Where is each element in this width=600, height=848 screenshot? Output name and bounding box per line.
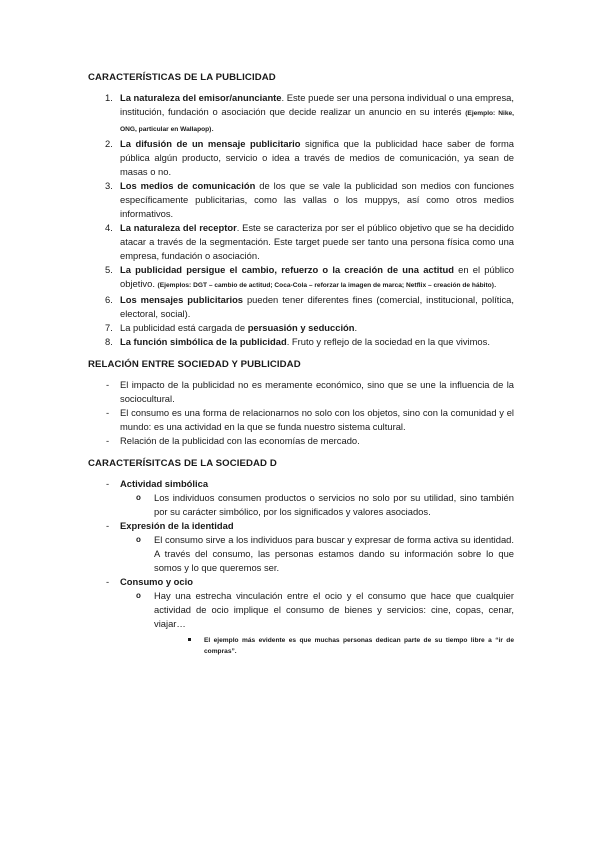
item-text: de los que se vale la publicidad son medios con funciones específicamente publicitarias, como las vallas o los muppys, así como otros medios informativos. bbox=[120, 180, 514, 219]
item-number: 7. bbox=[105, 322, 113, 333]
dash-bullet: - bbox=[106, 478, 110, 489]
item-bold: La función simbólica de la publicidad bbox=[120, 336, 287, 347]
item-text: El consumo es una forma de relacionarnos no solo con los objetos, sino con la comunidad y el mundo: es una actividad en la que se funda nuestro sistema cultural. bbox=[120, 407, 514, 432]
item-tail: . bbox=[211, 122, 214, 133]
list-item bbox=[88, 477, 514, 491]
square-bullet-icon bbox=[188, 638, 191, 641]
list-item bbox=[88, 137, 514, 179]
section-heading-relacion: RELACIÓN ENTRE SOCIEDAD Y PUBLICIDAD bbox=[88, 359, 301, 370]
sub-list bbox=[116, 533, 514, 575]
item-text: . Fruto y reflejo de la sociedad en la que vivimos. bbox=[286, 336, 490, 347]
item-text: Los individuos consumen productos o servicios no solo por su utilidad, sino también por su carácter simbólico, por los significados y valores asociados. bbox=[154, 492, 514, 517]
list-item bbox=[88, 263, 514, 293]
dash-list-sociedad bbox=[88, 477, 514, 491]
list-item bbox=[88, 91, 514, 137]
item-example: (Ejemplos: DGT – cambio de actitud; Coca-Cola – reforzar la imagen de marca; Netflix – creación de hábito) bbox=[157, 282, 494, 289]
list-item bbox=[88, 321, 514, 335]
item-example: (Ejemplo: Nike, ONG, particular en Wallapop) bbox=[120, 110, 514, 133]
numbered-list-caracteristicas bbox=[88, 91, 514, 349]
sub-list bbox=[116, 589, 514, 631]
item-bold: Los mensajes publicitarios bbox=[120, 294, 244, 305]
item-text: . bbox=[354, 322, 358, 333]
list-item bbox=[88, 575, 514, 589]
item-number: 5. bbox=[105, 264, 113, 275]
item-text: en el público objetivo. bbox=[120, 264, 514, 289]
item-title: Actividad simbólica bbox=[120, 478, 209, 489]
item-text: El impacto de la publicidad no es meramente económico, sino que se une la influencia de la sociocultural. bbox=[120, 379, 514, 404]
dash-bullet: - bbox=[106, 520, 110, 531]
sub-list-item bbox=[116, 533, 514, 575]
item-bold: persuasión y seducción bbox=[247, 322, 355, 333]
item-number: 4. bbox=[105, 222, 113, 233]
list-item bbox=[88, 335, 514, 349]
list-item bbox=[88, 221, 514, 263]
item-text: El ejemplo más evidente es que muchas personas dedican parte de su tiempo libre a “ir de compras”. bbox=[204, 637, 514, 655]
dash-bullet: - bbox=[106, 407, 110, 418]
item-text: Relación de la publicidad con las economías de mercado. bbox=[120, 435, 360, 446]
list-item bbox=[88, 378, 514, 406]
item-text: pueden tener diferentes fines (comercial, institucional, política, electoral, social). bbox=[120, 294, 514, 319]
sub-list-item bbox=[116, 589, 514, 631]
item-number: 6. bbox=[105, 294, 113, 305]
dash-bullet: - bbox=[106, 576, 110, 587]
item-bold: Los medios de comunicación bbox=[120, 180, 256, 191]
item-number: 2. bbox=[105, 138, 113, 149]
list-item bbox=[88, 434, 514, 448]
dash-bullet: - bbox=[106, 435, 110, 446]
item-number: 8. bbox=[105, 336, 113, 347]
list-item bbox=[88, 179, 514, 221]
item-text: Hay una estrecha vinculación entre el ocio y el consumo que hace que cualquier actividad de ocio implique el consumo de bienes y servicios: cine, copas, cenar, viajar… bbox=[154, 590, 514, 629]
sub-sub-list-item bbox=[182, 635, 514, 657]
item-title: Expresión de la identidad bbox=[120, 520, 234, 531]
section-heading-sociedad: CARACTERÍSITCAS DE LA SOCIEDAD D bbox=[88, 458, 277, 469]
item-number: 3. bbox=[105, 180, 113, 191]
item-bold: La naturaleza del emisor/anunciante bbox=[120, 92, 282, 103]
item-bold: La naturaleza del receptor bbox=[120, 222, 237, 233]
dash-list-sociedad-2 bbox=[88, 519, 514, 533]
item-text: significa que la publicidad hace saber de forma pública algún producto, servicio o idea a través de medios de comunicación, ya sean de masas o no. bbox=[120, 138, 514, 177]
item-bold: La difusión de un mensaje publicitario bbox=[120, 138, 301, 149]
sub-list bbox=[116, 491, 514, 519]
item-bold: La publicidad persigue el cambio, refuerzo o la creación de una actitud bbox=[120, 264, 454, 275]
list-item bbox=[88, 406, 514, 434]
dash-list-sociedad-3 bbox=[88, 575, 514, 589]
list-item bbox=[88, 519, 514, 533]
circle-bullet: o bbox=[136, 591, 141, 600]
item-text: . Este puede ser una persona individual o una empresa, institución, fundación o asociación que decide realizar un anuncio en su interés bbox=[120, 92, 514, 117]
item-tail: . bbox=[493, 278, 497, 289]
dash-list-relacion bbox=[88, 378, 514, 448]
item-text: . Este se caracteriza por ser el público objetivo que se ha decidido atacar a través de la segmentación. Este target puede ser tanto una persona física como una empresa, fundación o asociación. bbox=[120, 222, 514, 261]
sub-list-item bbox=[116, 491, 514, 519]
list-item bbox=[88, 293, 514, 321]
item-pre: La publicidad está cargada de bbox=[120, 322, 248, 333]
item-text: El consumo sirve a los individuos para buscar y expresar de forma activa su identidad. A través del consumo, las personas estamos dando su información sobre lo que somos y lo que queremos ser. bbox=[154, 534, 514, 573]
item-number: 1. bbox=[105, 92, 113, 103]
dash-bullet: - bbox=[106, 379, 110, 390]
circle-bullet: o bbox=[136, 535, 141, 544]
circle-bullet: o bbox=[136, 493, 141, 502]
item-title: Consumo y ocio bbox=[120, 576, 193, 587]
sub-sub-list bbox=[134, 635, 514, 657]
section-heading-caracteristicas-publicidad: CARACTERÍSTICAS DE LA PUBLICIDAD bbox=[88, 72, 276, 83]
